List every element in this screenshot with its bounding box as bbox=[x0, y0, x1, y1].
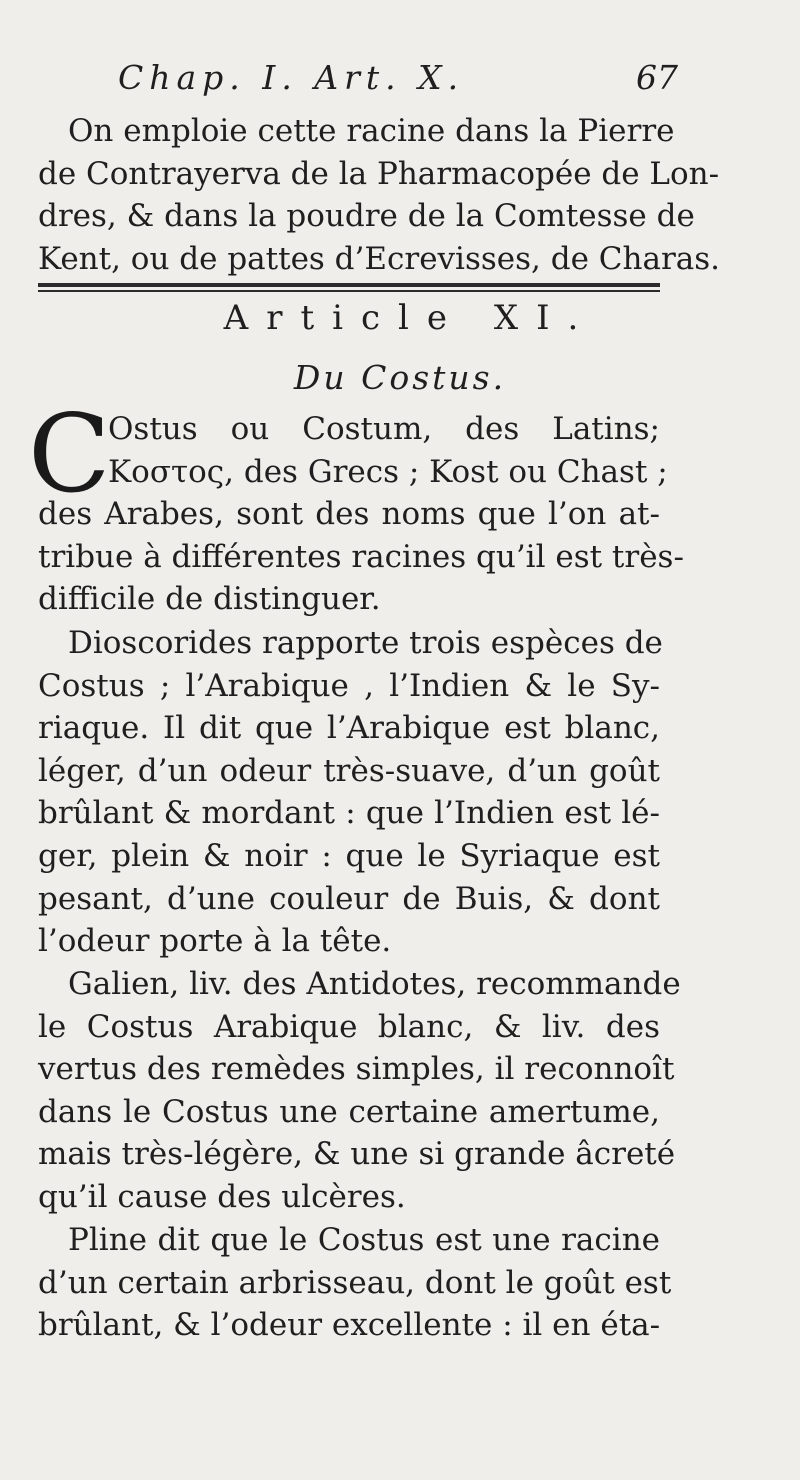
section-rule bbox=[38, 283, 660, 287]
text-line: riaque. Il dit que l’Arabique est blanc, bbox=[38, 710, 660, 747]
section-rule-thin bbox=[38, 290, 660, 292]
text-line: brûlant & mordant : que l’Indien est lé- bbox=[38, 795, 660, 832]
paragraph-dioscorides bbox=[38, 622, 663, 963]
text-line: pesant, d’une couleur de Buis, & dont bbox=[38, 880, 660, 917]
text-line: mais très-légère, & une si grande âcreté bbox=[38, 1136, 676, 1173]
paragraph-pline bbox=[38, 1219, 672, 1347]
text-line: des Arabes, sont des noms que l’on at- bbox=[38, 496, 660, 533]
article-title: Article XI. bbox=[223, 298, 597, 338]
text-line: Kent, ou de pattes d’Ecrevisses, de Charas. bbox=[38, 240, 721, 277]
text-line: tribue à différentes racines qu’il est très- bbox=[38, 538, 684, 575]
article-subtitle: Du Costus. bbox=[293, 358, 507, 397]
text-line: Ostus ou Costum, des Latins; bbox=[108, 411, 660, 447]
text-line: Pline dit que le Costus est une racine bbox=[68, 1222, 660, 1258]
running-head-title: Chap. I. Art. X. bbox=[118, 58, 465, 97]
text-line: dres, & dans la poudre de la Comtesse de bbox=[38, 198, 695, 235]
text-line: Κοστος, des Grecs ; Kost ou Chast ; bbox=[108, 453, 668, 490]
page-number: 67 bbox=[636, 58, 678, 97]
text-line: léger, d’un odeur très-suave, d’un goût bbox=[38, 752, 660, 789]
text-line: dans le Costus une certaine amertume, bbox=[38, 1093, 660, 1130]
text-line: vertus des remèdes simples, il reconnoît bbox=[38, 1051, 675, 1088]
intro-paragraph bbox=[38, 110, 721, 280]
text-line: qu’il cause des ulcères. bbox=[38, 1178, 406, 1215]
paragraph-costus-names bbox=[38, 408, 684, 621]
text-line: difficile de distinguer. bbox=[38, 581, 381, 618]
running-head bbox=[118, 58, 678, 108]
paragraph-galien bbox=[38, 963, 681, 1219]
text-line: On emploie cette racine dans la Pierre bbox=[68, 113, 675, 149]
text-line: ger, plein & noir : que le Syriaque est bbox=[38, 837, 660, 874]
text-line: Dioscorides rapporte trois espèces de bbox=[68, 625, 663, 661]
text-line: brûlant, & l’odeur excellente : il en éta- bbox=[38, 1307, 661, 1344]
text-line: Costus ; l’Arabique , l’Indien & le Sy- bbox=[38, 667, 660, 704]
text-line: le Costus Arabique blanc, & liv. des bbox=[38, 1008, 660, 1045]
text-line: Galien, liv. des Antidotes, recommande bbox=[68, 966, 681, 1002]
text-line: l’odeur porte à la tête. bbox=[38, 923, 392, 960]
drop-cap: C bbox=[28, 392, 111, 517]
text-line: d’un certain arbrisseau, dont le goût est bbox=[38, 1264, 672, 1301]
text-line: de Contrayerva de la Pharmacopée de Lon- bbox=[38, 155, 720, 192]
